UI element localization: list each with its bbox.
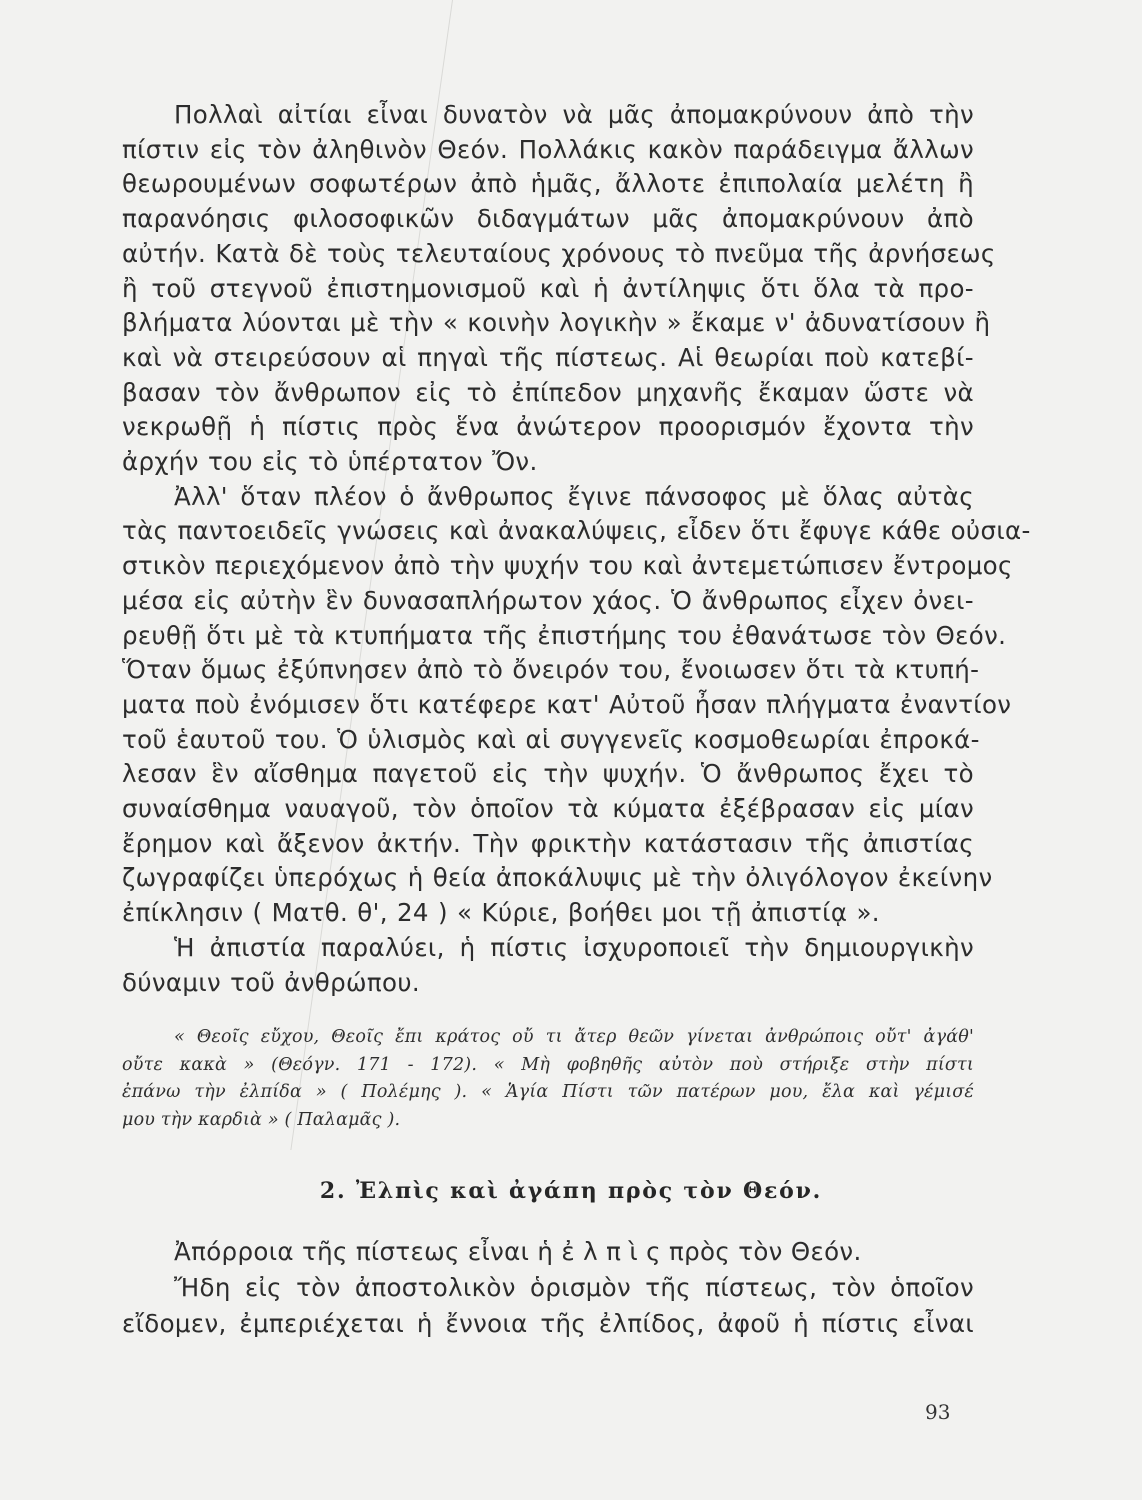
text-line: ἢ τοῦ στεγνοῦ ἐπιστημονισμοῦ καὶ ἡ ἀντίληψις ὅτι ὅλα τὰ προ- xyxy=(122,273,974,303)
text-line: ματα ποὺ ἐνόμισεν ὅτι κατέφερε κατ' Αὐτοῦ ἦσαν πλήγματα ἐναντίον xyxy=(122,689,1012,719)
footnote-line: ἐπάνω τὴν ἐλπίδα » ( Πολέμης ). « Ἁγία Πίστι τῶν πατέρων μου, ἔλα καὶ γέμισέ xyxy=(122,1082,974,1102)
footnote-line: μου τὴν καρδιὰ » ( Παλαμᾶς ). xyxy=(122,1109,401,1130)
text-line: Ἀλλ' ὅταν πλέον ὁ ἄνθρωπος ἔγινε πάνσοφος μὲ ὅλας αὐτὰς xyxy=(174,481,974,511)
text-line: δύναμιν τοῦ ἀνθρώπου. xyxy=(122,967,421,997)
text-line: πίστιν εἰς τὸν ἀληθινὸν Θεόν. Πολλάκις κακὸν παράδειγμα ἄλλων xyxy=(122,134,974,164)
text-line: βλήματα λύονται μὲ τὴν « κοινὴν λογικὴν » ἔκαμε ν' ἀδυνατίσουν ἢ xyxy=(122,308,991,338)
paragraph-3 xyxy=(122,931,974,1000)
text-line: βασαν τὸν ἄνθρωπον εἰς τὸ ἐπίπεδον μηχανῆς ἔκαμαν ὥστε νὰ xyxy=(122,377,974,407)
text-line: ἀρχήν του εἰς τὸ ὑπέρτατον Ὄν. xyxy=(122,447,538,477)
paragraph-2 xyxy=(122,480,1031,931)
footnote-line: οὔτε κακὰ » (Θεόγν. 171 - 172). « Μὴ φοβηθῆς αὐτὸν ποὺ στήριξε στὴν πίστι xyxy=(122,1054,974,1075)
text-line: Ὅταν ὅμως ἐξύπνησεν ἀπὸ τὸ ὄνειρόν του, ἔνοιωσεν ὅτι τὰ κτυπή- xyxy=(122,655,980,685)
text-line: ζωγραφίζει ὑπερόχως ἡ θεία ἀποκάλυψις μὲ τὴν ὀλιγόλογον ἐκείνην xyxy=(122,863,993,893)
footnote-line: « Θεοῖς εὔχου, Θεοῖς ἔπι κράτος οὔ τι ἄτερ θεῶν γίνεται ἀνθρώποις οὔτ' ἀγάθ' xyxy=(174,1027,974,1047)
text-line: Ἀπόρροια τῆς πίστεως εἶναι ἡ ἐ λ π ὶ ς πρὸς τὸν Θεόν. xyxy=(174,1237,862,1266)
text-line: Ἤδη εἰς τὸν ἀποστολικὸν ὁρισμὸν τῆς πίστεως, τὸν ὁποῖον xyxy=(174,1273,974,1302)
text-line: ρευθῇ ὅτι μὲ τὰ κτυπήματα τῆς ἐπιστήμης του ἐθανάτωσε τὸν Θεόν. xyxy=(122,620,1007,650)
text-line: συναίσθημα ναυαγοῦ, τὸν ὁποῖον τὰ κύματα ἐξέβρασαν εἰς μίαν xyxy=(122,794,974,824)
text-line: λεσαν ἓν αἴσθημα παγετοῦ εἰς τὴν ψυχήν. Ὁ ἄνθρωπος ἔχει τὸ xyxy=(122,759,974,789)
footnote xyxy=(122,1024,974,1134)
page-number: 93 xyxy=(925,1400,951,1424)
text-line: καὶ νὰ στειρεύσουν αἱ πηγαὶ τῆς πίστεως. Αἱ θεωρίαι ποὺ κατεβί- xyxy=(122,342,974,372)
text-line: θεωρουμένων σοφωτέρων ἀπὸ ἡμᾶς, ἄλλοτε ἐπιπολαία μελέτη ἢ xyxy=(122,169,974,199)
text-line: τὰς παντοειδεῖς γνώσεις καὶ ἀνακαλύψεις, εἶδεν ὅτι ἔφυγε κάθε οὐσια- xyxy=(122,516,1031,546)
text-line: Πολλαὶ αἰτίαι εἶναι δυνατὸν νὰ μᾶς ἀπομακρύνουν ἀπὸ τὴν xyxy=(174,100,974,129)
section-heading: 2. Ἐλπὶς καὶ ἀγάπη πρὸς τὸν Θεόν. xyxy=(319,1178,823,1204)
text-line: τοῦ ἑαυτοῦ του. Ὁ ὑλισμὸς καὶ αἱ συγγενεῖς κοσμοθεωρίαι ἐπροκά- xyxy=(122,724,980,754)
text-line: εἴδομεν, ἐμπεριέχεται ἡ ἔννοια τῆς ἐλπίδος, ἀφοῦ ἡ πίστις εἶναι xyxy=(122,1309,974,1338)
text-line: στικὸν περιεχόμενον ἀπὸ τὴν ψυχήν του καὶ ἀντεμετώπισεν ἔντρομος xyxy=(122,551,1013,581)
text-line: μέσα εἰς αὐτὴν ἓν δυνασαπλήρωτον χάος. Ὁ ἄνθρωπος εἶχεν ὀνει- xyxy=(122,585,974,615)
text-line: Ἡ ἀπιστία παραλύει, ἡ πίστις ἰσχυροποιεῖ τὴν δημιουργικὴν xyxy=(174,932,974,962)
text-line: αὐτήν. Κατὰ δὲ τοὺς τελευταίους χρόνους τὸ πνεῦμα τῆς ἀρνήσεως xyxy=(122,238,996,268)
text-line: νεκρωθῇ ἡ πίστις πρὸς ἕνα ἀνώτερον προορισμόν ἔχοντα τὴν xyxy=(122,412,974,442)
paragraph-1 xyxy=(122,98,996,480)
text-line: ἔρημον καὶ ἄξενον ἀκτήν. Τὴν φρικτὴν κατάστασιν τῆς ἀπιστίας xyxy=(122,828,974,858)
main-text xyxy=(122,98,1031,1000)
text-line: παρανόησις φιλοσοφικῶν διδαγμάτων μᾶς ἀπομακρύνουν ἀπὸ xyxy=(122,204,974,234)
section-text xyxy=(122,1234,974,1342)
text-line: ἐπίκλησιν ( Ματθ. θ', 24 ) « Κύριε, βοήθει μοι τῇ ἀπιστίᾳ ». xyxy=(122,898,880,928)
